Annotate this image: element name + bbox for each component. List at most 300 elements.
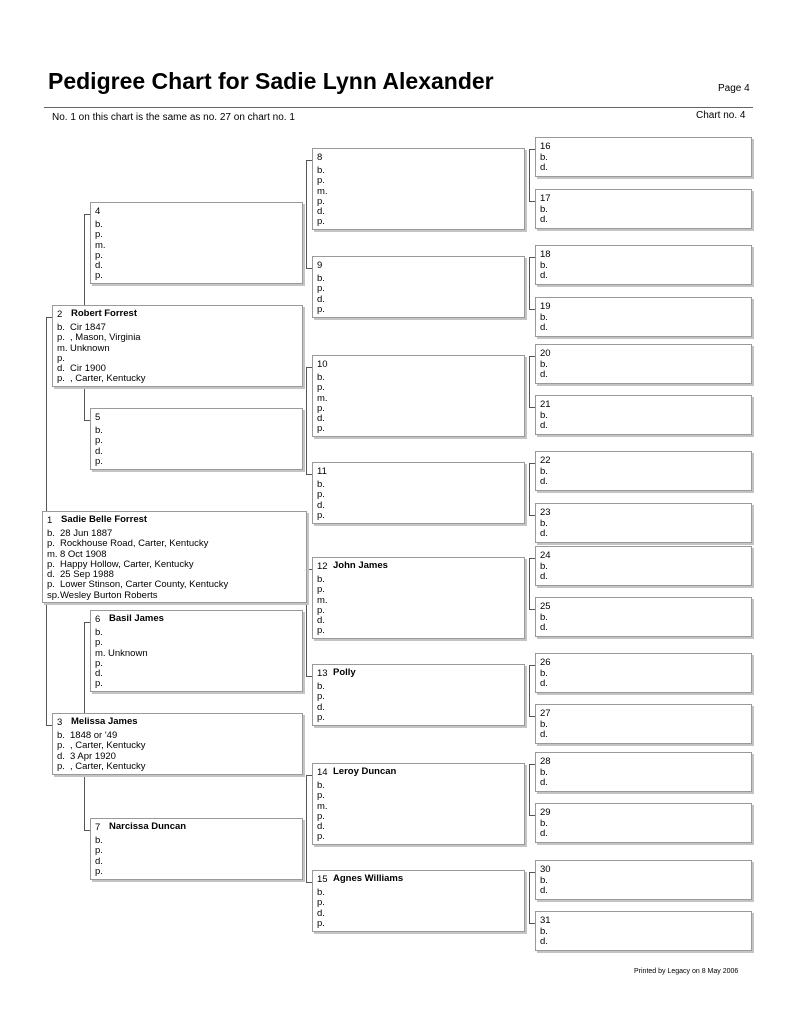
person-box-11 [312,462,525,524]
fact-label: p. [95,637,103,649]
fact-label: d. [317,293,325,305]
fact-label: p. [47,579,55,591]
fact-label: d. [540,622,548,634]
fact-row [317,176,522,186]
fact-label: p. [317,691,325,703]
fact-row [540,720,749,730]
fact-label: m. [317,594,328,606]
fact-row [317,511,522,521]
fact-label: d. [540,571,548,583]
fact-row [540,927,749,937]
fact-label: b. [95,219,103,230]
fact-row [540,153,749,163]
connector-line [529,257,530,310]
fact-row [540,937,749,947]
fact-row [540,360,749,370]
fact-label: m. [317,185,328,197]
fact-label: p. [317,604,325,616]
fact-row [95,241,300,251]
fact-label: d. [317,206,325,218]
fact-label: d. [317,413,325,425]
person-number: 15 [317,874,328,885]
fact-label: p. [95,455,103,467]
fact-row [317,596,522,606]
fact-value: Cir 1847 [70,322,106,333]
chart-cross-reference-note: No. 1 on this chart is the same as no. 27 on chart no. 1 [52,112,295,123]
fact-row [540,876,749,886]
fact-row [540,669,749,679]
person-box-4 [90,202,303,284]
fact-label: p. [95,657,103,669]
person-number: 2 [57,309,63,320]
person-facts [540,519,749,540]
fact-label: b. [317,165,325,176]
connector-line [306,775,307,883]
fact-value: Wesley Burton Roberts [60,589,158,601]
person-box-9 [312,256,525,318]
fact-label: p. [317,711,325,723]
fact-label: p. [317,423,325,435]
fact-label: b. [540,152,548,163]
fact-row [317,207,522,217]
fact-row [317,217,522,227]
person-number: 1 [47,515,53,526]
person-box-16 [535,137,752,177]
person-facts [540,467,749,488]
fact-label: b. [317,273,325,284]
fact-row [317,284,522,294]
person-box-15 [312,870,525,932]
fact-value: , Carter, Kentucky [70,740,146,752]
fact-row [540,421,749,431]
person-number: 20 [540,348,551,359]
fact-row [95,669,300,679]
person-facts [95,220,300,282]
person-name: Sadie Belle Forrest [61,514,148,525]
fact-label: d. [540,885,548,897]
fact-label: p. [317,216,325,228]
fact-label: d. [540,162,548,174]
person-number: 10 [317,359,328,370]
fact-row [95,457,300,467]
fact-row [317,490,522,500]
fact-label: b. [540,312,548,323]
fact-row [540,467,749,477]
fact-row [317,898,522,908]
person-facts [317,682,522,723]
fact-row [317,575,522,585]
printed-by-footer: Printed by Legacy on 8 May 2006 [634,968,739,975]
person-name: Leroy Duncan [333,766,397,777]
person-box-13 [312,664,525,726]
fact-label: p. [317,917,325,929]
fact-label: b. [540,875,548,886]
fact-row [95,836,300,846]
fact-label: d. [57,363,65,375]
person-number: 30 [540,864,551,875]
fact-row [540,886,749,896]
person-facts [540,562,749,583]
fact-row [540,261,749,271]
fact-label: b. [317,780,325,791]
fact-label: p. [317,489,325,501]
person-box-17 [535,189,752,229]
fact-value: 8 Oct 1908 [60,548,107,560]
fact-row [540,411,749,421]
fact-row [95,271,300,281]
fact-label: b. [540,926,548,937]
fact-label: p. [317,195,325,207]
fact-label: b. [540,359,548,370]
fact-label: m. [95,647,106,659]
fact-label: p. [95,229,103,241]
person-box-24 [535,546,752,586]
person-box-6 [90,610,303,692]
person-number: 7 [95,822,101,833]
fact-label: b. [317,479,325,490]
fact-row [540,271,749,281]
fact-label: d. [540,476,548,488]
person-number: 4 [95,206,101,217]
person-number: 26 [540,657,551,668]
person-facts [95,426,300,467]
fact-label: d. [540,528,548,540]
person-facts [317,274,522,315]
fact-label: b. [317,574,325,585]
fact-row [95,436,300,446]
person-facts [317,373,522,435]
fact-row [540,205,749,215]
fact-label: p. [317,831,325,843]
fact-row [317,682,522,692]
connector-line [529,872,530,924]
person-number: 25 [540,601,551,612]
person-facts [540,360,749,381]
fact-row [540,623,749,633]
fact-label: p. [57,760,65,772]
fact-label: p. [317,402,325,414]
fact-label: p. [317,790,325,802]
fact-label: b. [540,612,548,623]
fact-row [540,572,749,582]
fact-row [540,829,749,839]
fact-label: d. [540,214,548,226]
fact-row [317,197,522,207]
fact-label: p. [57,373,65,385]
fact-value: Lower Stinson, Carter County, Kentucky [60,579,229,591]
fact-label: p. [57,332,65,344]
fact-row [95,857,300,867]
fact-value: 3 Apr 1920 [70,750,116,762]
person-box-8 [312,148,525,230]
fact-row [95,230,300,240]
fact-label: m. [47,548,58,560]
fact-label: d. [317,907,325,919]
fact-label: p. [95,865,103,877]
person-box-30 [535,860,752,900]
person-box-26 [535,653,752,693]
person-facts [540,927,749,948]
person-facts [47,529,304,601]
fact-row [540,613,749,623]
fact-label: d. [540,777,548,789]
person-number: 24 [540,550,551,561]
fact-label: d. [540,678,548,690]
person-facts [540,768,749,789]
fact-value: , Carter, Kentucky [70,373,146,385]
person-number: 22 [540,455,551,466]
person-number: 6 [95,614,101,625]
person-name: Narcissa Duncan [109,821,187,832]
fact-label: p. [317,810,325,822]
fact-label: b. [540,561,548,572]
fact-row [317,305,522,315]
fact-row [317,909,522,919]
fact-label: p. [95,435,103,447]
fact-row [540,477,749,487]
person-box-31 [535,911,752,951]
fact-label: m. [57,342,68,354]
person-number: 9 [317,260,323,271]
fact-label: b. [317,372,325,383]
fact-row [540,529,749,539]
fact-label: m. [95,239,106,251]
person-number: 17 [540,193,551,204]
fact-label: d. [317,499,325,511]
fact-value: Cir 1900 [70,363,106,375]
fact-row [57,374,300,384]
fact-row [95,251,300,261]
person-facts [540,261,749,282]
fact-row [317,616,522,626]
fact-row [317,692,522,702]
fact-label: p. [317,897,325,909]
person-number: 23 [540,507,551,518]
fact-value: Unknown [108,647,148,659]
person-name: Agnes Williams [333,873,404,884]
person-facts [57,323,300,385]
fact-row [317,187,522,197]
fact-label: d. [95,260,103,272]
fact-label: b. [540,818,548,829]
fact-label: d. [95,445,103,457]
person-number: 19 [540,301,551,312]
fact-label: d. [540,420,548,432]
person-facts [317,480,522,521]
fact-row [317,626,522,636]
person-number: 28 [540,756,551,767]
fact-row [317,822,522,832]
fact-row [540,730,749,740]
person-facts [540,205,749,226]
fact-row [95,659,300,669]
person-facts [540,720,749,741]
fact-label: b. [540,410,548,421]
fact-row [95,679,300,689]
fact-row [540,215,749,225]
fact-label: p. [95,249,103,261]
person-facts [95,836,300,877]
fact-label: p. [317,283,325,295]
fact-row [317,404,522,414]
fact-label: b. [540,719,548,730]
connector-line [529,764,530,816]
fact-row [95,447,300,457]
fact-value: Rockhouse Road, Carter, Kentucky [60,538,209,550]
fact-label: b. [540,260,548,271]
fact-row [95,867,300,877]
connector-line [306,367,307,475]
connector-line [529,558,530,610]
fact-label: sp. [47,589,60,601]
fact-label: b. [540,668,548,679]
page-number: Page 4 [718,83,750,94]
person-name: Polly [333,667,356,678]
fact-row [317,501,522,511]
fact-value: Happy Hollow, Carter, Kentucky [60,558,194,570]
person-name: Melissa James [71,716,138,727]
fact-row [540,768,749,778]
fact-label: p. [47,538,55,550]
fact-label: b. [540,204,548,215]
fact-label: d. [317,615,325,627]
fact-row [317,832,522,842]
fact-label: b. [57,730,65,741]
fact-label: p. [95,270,103,282]
fact-label: p. [317,175,325,187]
fact-row [317,373,522,383]
fact-label: d. [540,322,548,334]
person-facts [317,888,522,929]
person-facts [57,731,300,772]
person-box-28 [535,752,752,792]
person-facts [540,313,749,334]
fact-value: , Mason, Virginia [70,332,141,344]
person-box-29 [535,803,752,843]
fact-label: d. [317,821,325,833]
fact-label: b. [540,767,548,778]
person-box-14 [312,763,525,845]
chart-number: Chart no. 4 [696,110,746,121]
fact-label: p. [57,352,65,364]
fact-row [317,802,522,812]
connector-line [529,356,530,408]
fact-row [95,261,300,271]
person-name: Basil James [109,613,164,624]
fact-label: d. [317,701,325,713]
connector-line [529,149,530,202]
fact-row [95,628,300,638]
fact-row [540,679,749,689]
person-facts [317,781,522,843]
fact-label: p. [317,625,325,637]
person-facts [317,575,522,637]
fact-row [540,562,749,572]
person-facts [540,819,749,840]
person-number: 11 [317,466,327,477]
person-box-18 [535,245,752,285]
fact-row [540,313,749,323]
connector-line [529,665,530,717]
fact-label: p. [317,303,325,315]
fact-row [317,414,522,424]
fact-row [317,424,522,434]
connector-line [306,160,307,269]
fact-row [540,370,749,380]
fact-value: 1848 or '49 [70,730,118,741]
person-name: Robert Forrest [71,308,137,319]
person-facts [540,613,749,634]
person-box-10 [312,355,525,437]
fact-value: 28 Jun 1887 [60,528,113,539]
person-box-27 [535,704,752,744]
fact-value: Unknown [70,342,110,354]
person-facts [540,876,749,897]
fact-label: d. [540,936,548,948]
fact-label: m. [317,392,328,404]
fact-row [540,819,749,829]
fact-row [317,383,522,393]
fact-label: p. [317,509,325,521]
fact-row [47,591,304,601]
fact-label: p. [317,382,325,394]
fact-label: p. [95,678,103,690]
fact-row [317,606,522,616]
fact-label: d. [540,369,548,381]
person-box-25 [535,597,752,637]
fact-label: m. [317,800,328,812]
person-box-2 [52,305,303,387]
fact-row [540,778,749,788]
person-number: 13 [317,668,328,679]
fact-value: , Carter, Kentucky [70,760,146,772]
person-box-22 [535,451,752,491]
person-number: 21 [540,399,551,410]
person-box-3 [52,713,303,775]
fact-row [317,585,522,595]
fact-label: d. [540,828,548,840]
fact-row [317,713,522,723]
person-box-20 [535,344,752,384]
person-box-23 [535,503,752,543]
fact-row [540,163,749,173]
fact-value: 25 Sep 1988 [60,569,114,581]
header-divider [44,107,753,108]
person-box-19 [535,297,752,337]
person-facts [95,628,300,690]
fact-row [317,480,522,490]
fact-row [540,519,749,529]
fact-row [95,846,300,856]
person-number: 12 [317,561,328,572]
person-number: 31 [540,915,551,926]
fact-row [95,220,300,230]
fact-row [95,426,300,436]
person-number: 16 [540,141,551,152]
person-facts [317,166,522,228]
fact-label: d. [95,855,103,867]
fact-row [317,781,522,791]
fact-row [95,649,300,659]
person-facts [540,669,749,690]
person-box-7 [90,818,303,880]
fact-label: b. [317,681,325,692]
fact-row [317,394,522,404]
fact-row [57,344,300,354]
fact-label: d. [57,750,65,762]
fact-row [317,274,522,284]
person-facts [540,411,749,432]
